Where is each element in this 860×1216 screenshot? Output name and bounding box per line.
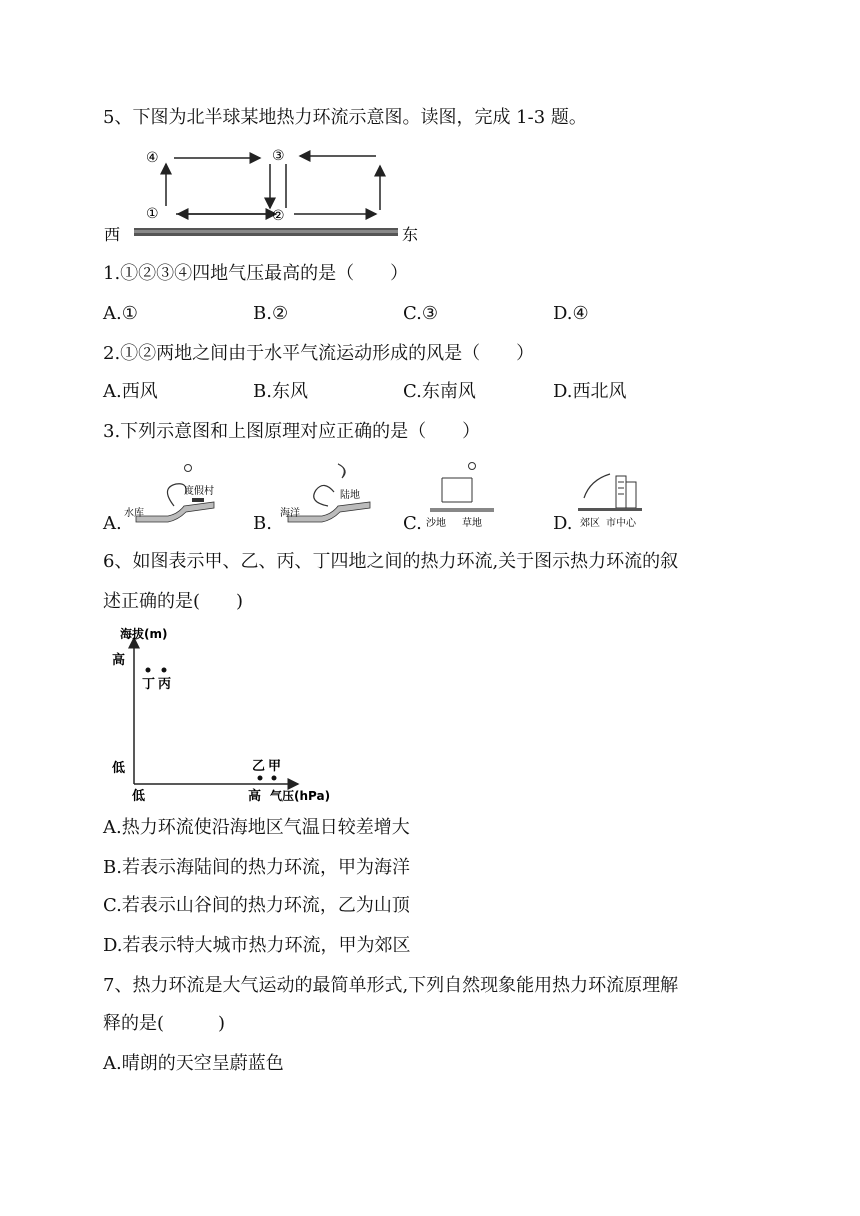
x-low-label: 低: [132, 789, 146, 804]
option-b-label-land: 陆地: [340, 490, 360, 501]
y-low-label: 低: [112, 761, 126, 776]
point-jia-label: 甲: [268, 759, 282, 774]
option-b-diagram: [278, 458, 378, 530]
q5-sub2-option-c: C.东南风: [403, 381, 476, 402]
point-ding: [146, 668, 151, 673]
option-d-label-center: 市中心: [606, 518, 636, 529]
point-bing: [162, 668, 167, 673]
point-jia: [272, 776, 277, 781]
q5-sub1-option-c: C.③: [403, 303, 438, 324]
q5-circulation-figure: [100, 140, 430, 244]
point-yi-label: 乙: [252, 759, 266, 774]
sun-icon: [185, 465, 192, 472]
q7-option-a: A.晴朗的天空呈蔚蓝色: [103, 1053, 284, 1074]
q5-sub1-option-a: A.①: [103, 303, 138, 324]
q5-sub2-option-b: B.东风: [253, 381, 308, 402]
q5-sub1-option-d: D.④: [553, 303, 589, 324]
point-1-label: ①: [146, 206, 159, 222]
option-c-label-sand: 沙地: [426, 518, 446, 529]
q5-sub2-option-a: A.西风: [103, 381, 158, 402]
option-d-diagram: [570, 458, 650, 530]
option-b-label-ocean: 海洋: [280, 508, 300, 519]
west-label: 西: [104, 225, 121, 244]
q5-sub1-option-b: B.②: [253, 303, 289, 324]
q6-stem-line2: 述正确的是( ): [103, 591, 244, 612]
q5-sub3-option-a-letter: A.: [103, 513, 122, 534]
q7-stem-line2: 释的是( ): [103, 1013, 226, 1034]
point-yi: [258, 776, 263, 781]
q6-option-b: B.若表示海陆间的热力环流，甲为海洋: [103, 857, 410, 878]
option-a-label-resort: 度假村: [184, 486, 214, 497]
q7-stem-line1: 7、热力环流是大气运动的最简单形式,下列自然现象能用热力环流原理解: [103, 975, 679, 996]
point-ding-label: 丁: [142, 677, 156, 692]
option-c-label-grass: 草地: [462, 518, 482, 529]
point-4-label: ④: [146, 150, 159, 166]
q6-option-a: A.热力环流使沿海地区气温日较差增大: [103, 817, 410, 838]
option-a-diagram: [122, 458, 222, 530]
option-a-label-reservoir: 水库: [124, 508, 144, 519]
east-label: 东: [402, 225, 419, 244]
q5-sub3-option-b-letter: B.: [253, 513, 272, 534]
y-high-label: 高: [112, 653, 126, 668]
point-bing-label: 丙: [158, 677, 172, 692]
q6-option-d: D.若表示特大城市热力环流，甲为郊区: [103, 935, 411, 956]
q5-sub3-stem: 3.下列示意图和上图原理对应正确的是（ ）: [103, 421, 481, 442]
q5-sub2-stem: 2.①②两地之间由于水平气流运动形成的风是（ ）: [103, 343, 535, 364]
x-high-label: 高: [248, 789, 262, 804]
q5-sub2-option-d: D.西北风: [553, 381, 627, 402]
q5-sub3-option-d-letter: D.: [553, 513, 573, 534]
q6-stem-line1: 6、如图表示甲、乙、丙、丁四地之间的热力环流,关于图示热力环流的叙: [103, 551, 679, 572]
x-axis-label: 气压(hPa): [270, 789, 331, 803]
point-3-label: ③: [272, 148, 285, 164]
moon-icon: [338, 464, 345, 478]
q5-title: 5、下图为北半球某地热力环流示意图。读图，完成 1-3 题。: [103, 107, 587, 128]
y-axis-label: 海拔(m): [120, 627, 168, 641]
point-2-label: ②: [272, 208, 285, 224]
option-c-diagram: [422, 458, 502, 530]
q5-sub3-option-c-letter: C.: [403, 513, 422, 534]
q6-pressure-altitude-figure: [108, 620, 338, 804]
option-d-label-suburb: 郊区: [580, 518, 600, 529]
sun-icon: [469, 463, 476, 470]
q5-sub1-stem: 1.①②③④四地气压最高的是（ ）: [103, 263, 409, 284]
q6-option-c: C.若表示山谷间的热力环流，乙为山顶: [103, 895, 410, 916]
